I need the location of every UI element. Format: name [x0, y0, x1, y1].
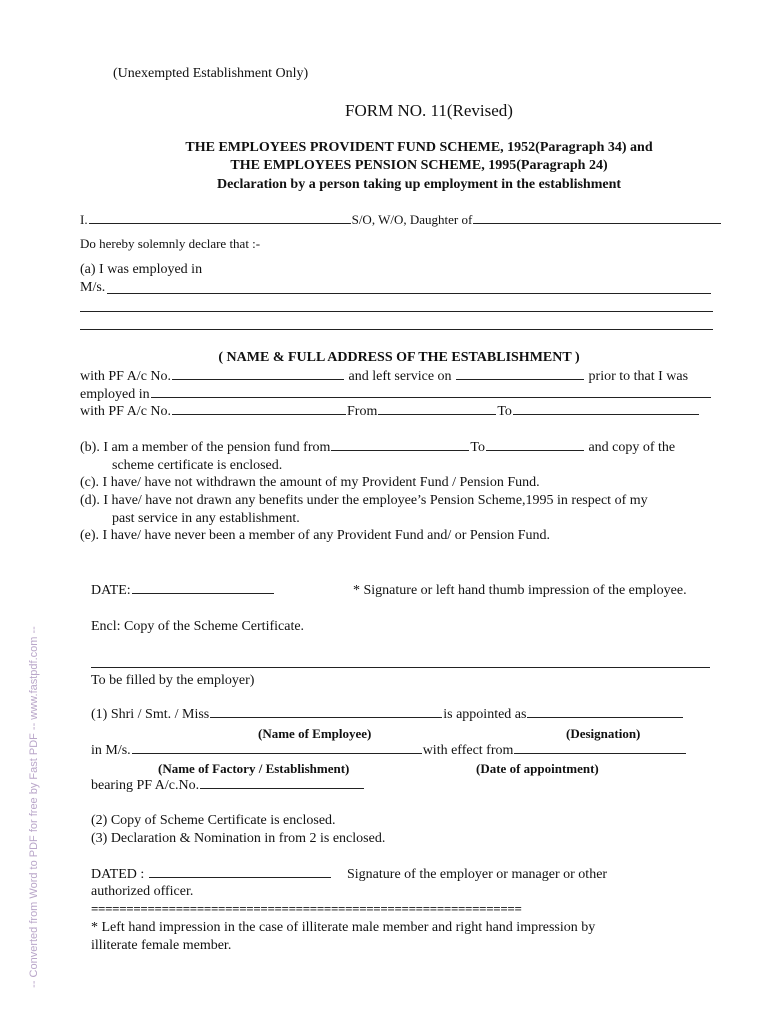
prior-to-label: prior to that I was [588, 369, 689, 384]
from-date-field[interactable] [378, 413, 496, 415]
left-service-label: and left service on [348, 369, 452, 384]
in-ms-label: in M/s. [91, 743, 131, 758]
date-field[interactable] [132, 592, 274, 594]
employer-signature-label: Signature of the employer or manager or other [347, 867, 608, 882]
item-d: (d). I have/ have not drawn any benefits under the employee’s Pension Scheme,1995 in respect of my [80, 493, 648, 508]
to-label: To [497, 404, 512, 419]
employee-name-input[interactable] [210, 716, 442, 718]
enclosure-item-2: (2) Copy of Scheme Certificate is enclosed. [91, 813, 336, 828]
bearing-pf-label: bearing PF A/c.No. [91, 778, 200, 793]
shri-label: (1) Shri / Smt. / Miss [91, 707, 210, 722]
item-d-cont: past service in any establishment. [112, 511, 300, 526]
authorized-officer-label: authorized officer. [91, 884, 194, 899]
employed-in-label: (a) I was employed in [80, 262, 203, 277]
equals-rule: ============================================================= [91, 901, 522, 916]
date-line [91, 583, 275, 599]
i-prefix: I. [80, 212, 88, 227]
item-b [80, 440, 675, 456]
father-husband-name-field[interactable] [473, 222, 721, 224]
item-e: (e). I have/ have never been a member of any Provident Fund and/ or Pension Fund. [80, 528, 551, 543]
pf-account-field-2[interactable] [172, 413, 346, 415]
factory-line [91, 743, 687, 759]
title-line-1: THE EMPLOYEES PROVIDENT FUND SCHEME, 1952(Paragraph 34) and [185, 140, 653, 155]
relation-label: S/O, W/O, Daughter of [351, 212, 473, 227]
ms-label: M/s. [80, 280, 106, 295]
date-label: DATE: [91, 583, 131, 598]
appointment-date-input[interactable] [514, 752, 686, 754]
employee-signature-label: * Signature or left hand thumb impression of the employee. [353, 583, 687, 598]
title-line-2: THE EMPLOYEES PENSION SCHEME, 1995(Paragraph 24) [230, 158, 608, 173]
footnote-line-1: * Left hand impression in the case of illiterate male member and right hand impression by [91, 920, 596, 935]
establishment-line-1[interactable] [107, 293, 711, 294]
dated-line [91, 867, 332, 883]
factory-caption: (Name of Factory / Establishment) [158, 761, 350, 776]
designation-input[interactable] [527, 716, 683, 718]
solemnly-declare: Do hereby solemnly declare that :- [80, 236, 261, 251]
item-b-copy: and copy of the [588, 440, 676, 455]
bearing-pf-input[interactable] [200, 787, 364, 789]
designation-caption: (Designation) [566, 726, 641, 741]
establishment-line-2[interactable] [80, 311, 713, 312]
item-b-label: (b). I am a member of the pension fund from [80, 440, 331, 455]
pf-ac-label: with PF A/c No. [80, 369, 172, 384]
pension-to-field[interactable] [486, 449, 584, 451]
item-c: (c). I have/ have not withdrawn the amount of my Provident Fund / Pension Fund. [80, 475, 540, 490]
pf-account-field[interactable] [172, 378, 344, 380]
employed-in-label-2: employed in [80, 387, 150, 402]
section-divider [91, 667, 710, 668]
enclosure-note: Encl: Copy of the Scheme Certificate. [91, 619, 305, 634]
employer-heading: To be filled by the employer) [91, 673, 255, 688]
bearing-pf-line [91, 778, 365, 794]
name-of-employee-caption: (Name of Employee) [258, 726, 372, 741]
to-date-field[interactable] [513, 413, 699, 415]
enclosure-item-3: (3) Declaration & Nomination in from 2 is enclosed. [91, 831, 386, 846]
pension-from-field[interactable] [331, 449, 469, 451]
form-number: FORM NO. 11(Revised) [345, 101, 513, 120]
item-b-to: To [470, 440, 485, 455]
pf-line-1 [80, 369, 688, 385]
pf-line-2 [80, 404, 700, 420]
name-line [80, 212, 722, 228]
footnote-line-2: illiterate female member. [91, 938, 232, 953]
employee-name-field[interactable] [89, 222, 351, 224]
factory-name-input[interactable] [132, 752, 422, 754]
employed-in-line [80, 387, 712, 403]
left-service-date-field[interactable] [456, 378, 584, 380]
dated-label: DATED : [91, 867, 145, 882]
pf-ac-label-2: with PF A/c No. [80, 404, 172, 419]
unexempted-note: (Unexempted Establishment Only) [113, 66, 309, 81]
appointment-line [91, 707, 684, 723]
item-b-cont: scheme certificate is enclosed. [112, 458, 283, 473]
establishment-caption: ( NAME & FULL ADDRESS OF THE ESTABLISHMENT ) [218, 350, 580, 365]
title-line-3: Declaration by a person taking up employment in the establishment [216, 177, 622, 192]
date-of-appointment-caption: (Date of appointment) [476, 761, 599, 776]
effect-from-label: with effect from [422, 743, 514, 758]
from-label: From [347, 404, 378, 419]
previous-employer-field[interactable] [151, 396, 711, 398]
appointed-as-label: is appointed as [443, 707, 527, 722]
dated-input[interactable] [149, 876, 331, 878]
converter-watermark: -- Converted from Word to PDF for free by Fast PDF -- www.fastpdf.com -- [28, 626, 40, 988]
establishment-line-3[interactable] [80, 329, 713, 330]
